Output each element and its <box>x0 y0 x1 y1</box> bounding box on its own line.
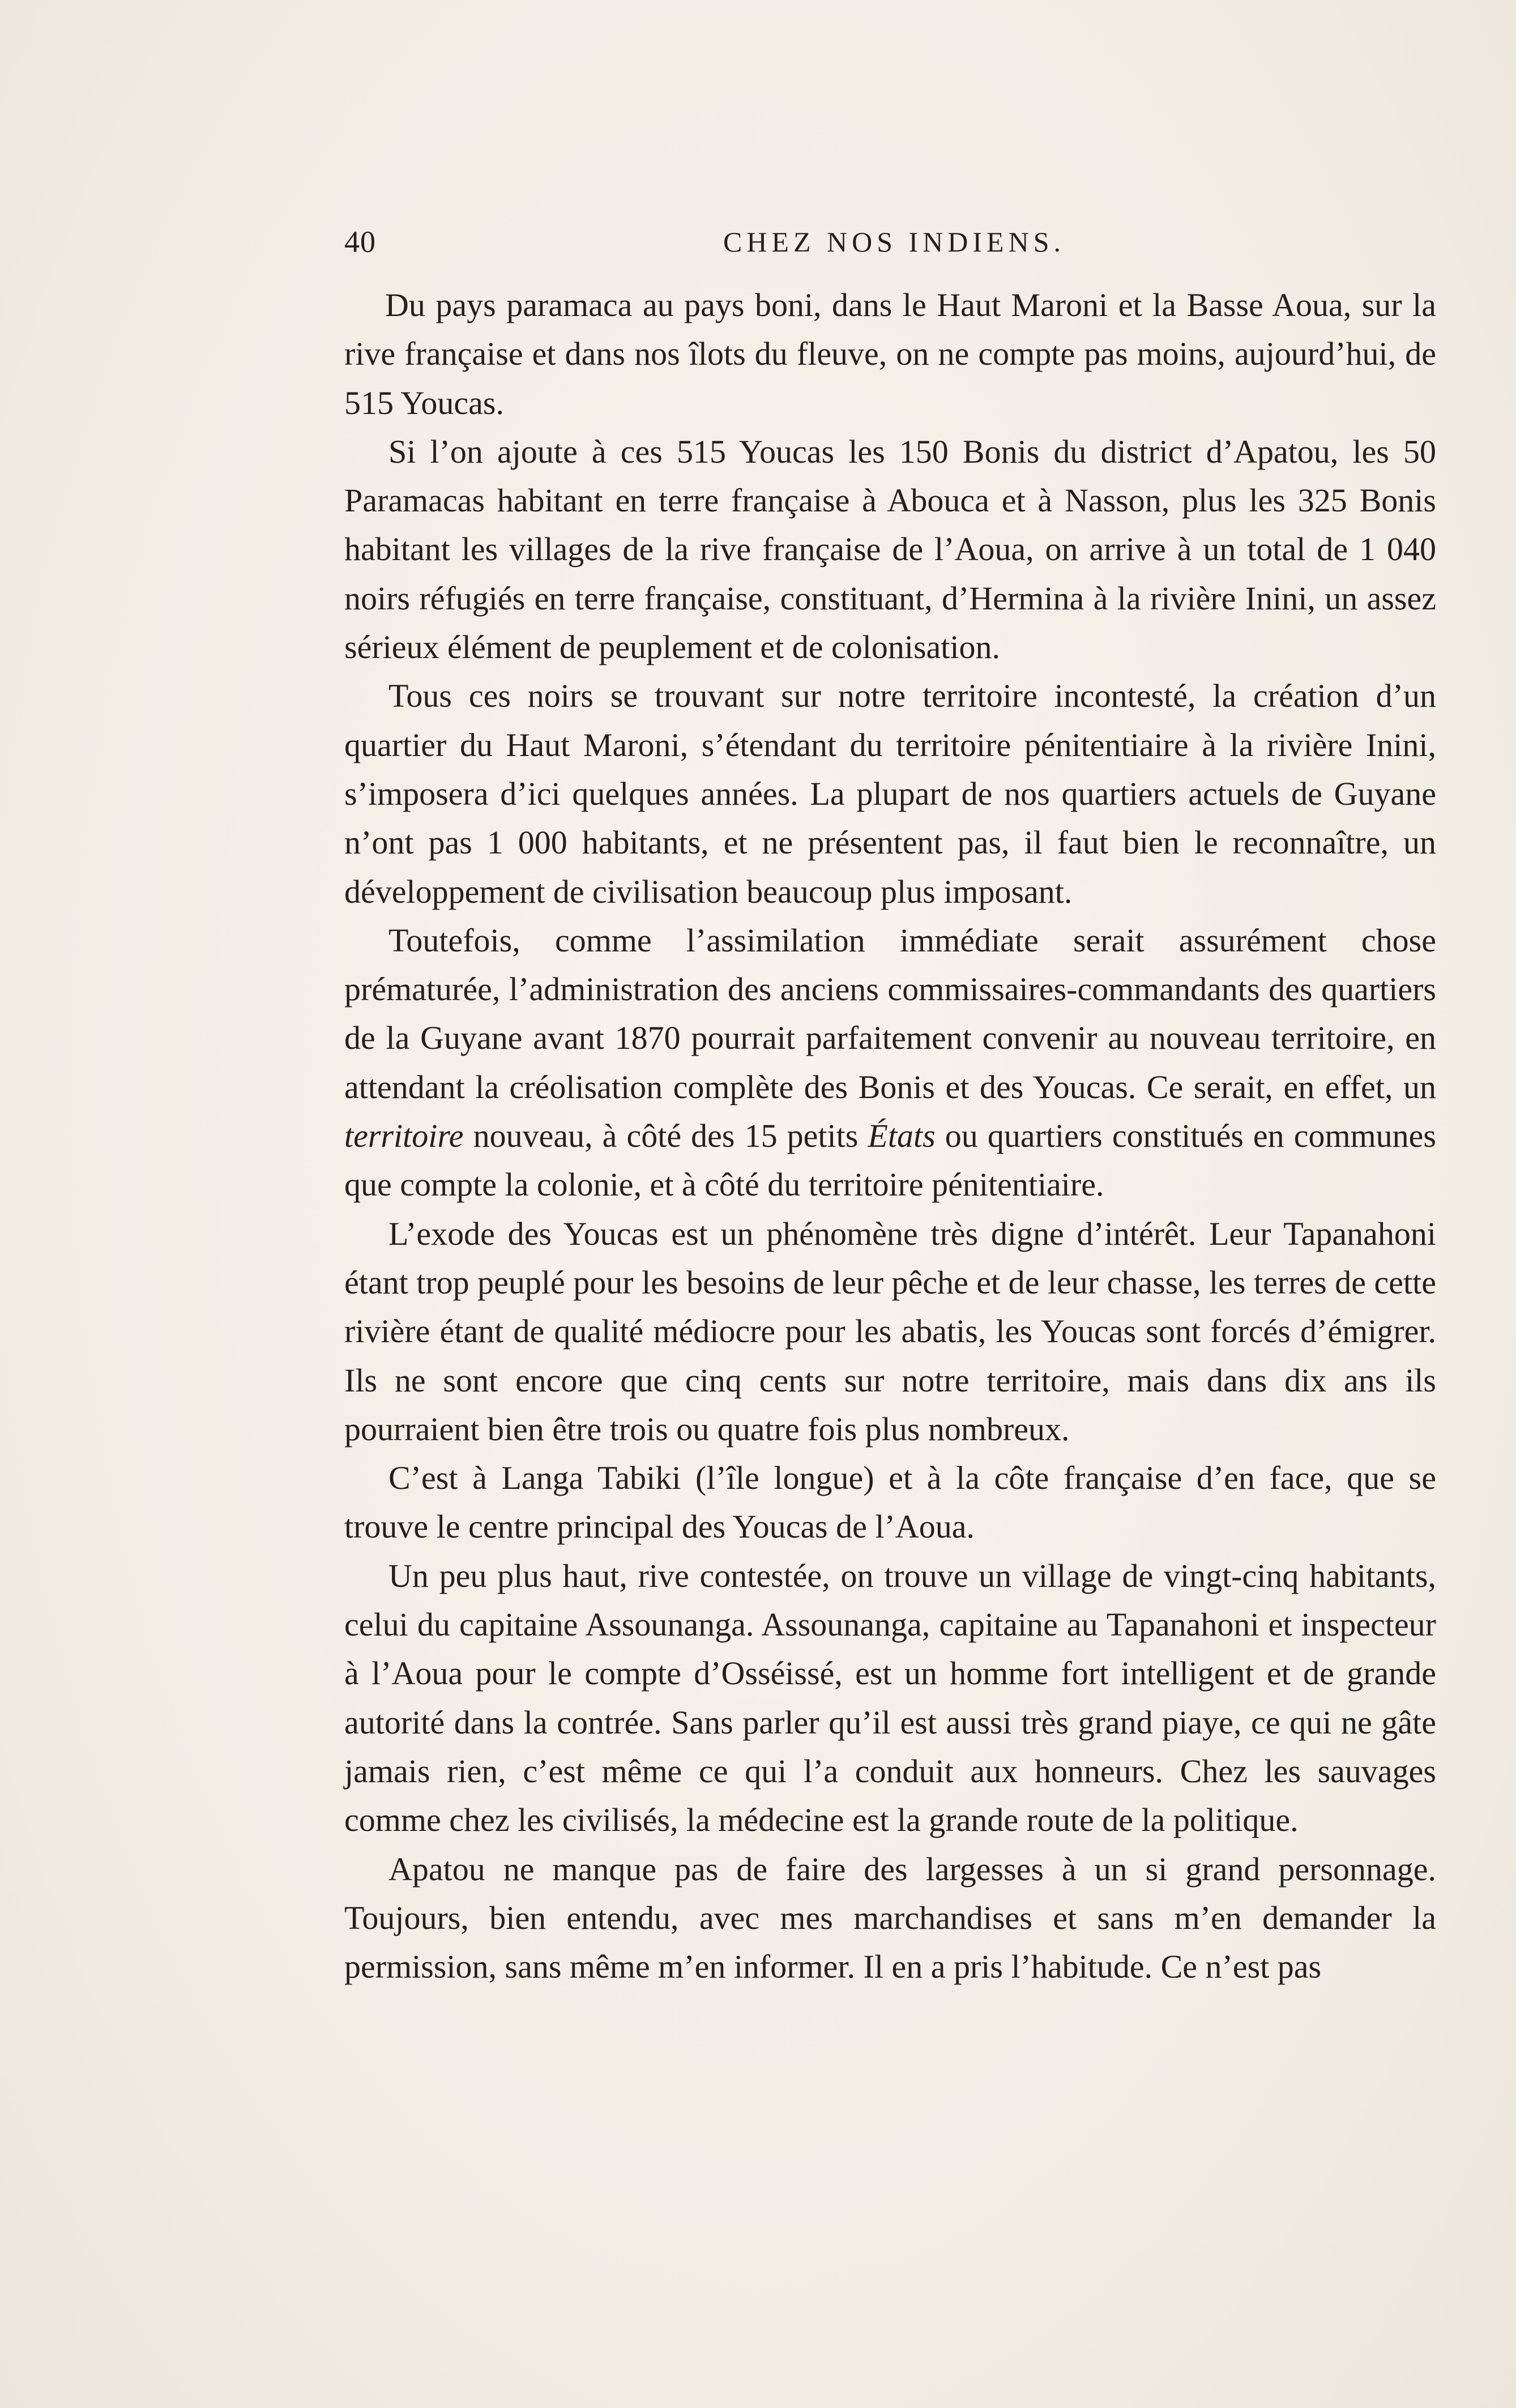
paragraph-6: C’est à Langa Tabiki (l’île longue) et à la côte française d’en face, que se trouve le centre principal des Youcas de l’Aoua. <box>344 1459 1436 1545</box>
paragraph-4 <box>344 916 1436 1210</box>
paragraph-4-italic-territoire: territoire <box>344 1117 464 1155</box>
paragraph-5: L’exode des Youcas est un phénomène très digne d’intérêt. Leur Tapanahoni étant trop peuplé pour les besoins de leur pêche et de leur chasse, les terres de cette rivière étant de qualité médiocre pour les abatis, les Youcas sont forcés d’émigrer. Ils ne sont encore que cinq cents sur notre territoire, mais dans dix ans ils pourraient bien être trois ou quatre fois plus nombreux. <box>344 1215 1436 1448</box>
paragraph-3: Tous ces noirs se trouvant sur notre territoire incontesté, la création d’un quartier du Haut Maroni, s’étendant du territoire pénitentiaire à la rivière Inini, s’imposera d’ici quelques années. La plupart de nos quartiers actuels de Guyane n’ont pas 1 000 habitants, et ne présentent pas, il faut bien le reconnaître, un développement de civilisation beaucoup plus imposant. <box>344 677 1436 910</box>
paragraph-4-text-b: nouveau, à côté des 15 petits <box>463 1117 868 1155</box>
paragraph-4-text-c: ou quartiers constitués en communes que compte la colonie, et à côté du territoire pénitentiaire. <box>344 1117 1436 1203</box>
paragraph-1: Du pays paramaca au pays boni, dans le Haut Maroni et la Basse Aoua, sur la rive française et dans nos îlots du fleuve, on ne compte pas moins, aujourd’hui, de 515 Youcas. <box>344 287 1436 421</box>
paragraph-2: Si l’on ajoute à ces 515 Youcas les 150 Bonis du district d’Apatou, les 50 Paramacas habitant en terre française à Abouca et à Nasson, plus les 325 Bonis habitant les villages de la rive française de l’Aoua, on arrive à un total de 1 040 noirs réfugiés en terre française, constituant, d’Hermina à la rivière Inini, un assez sérieux élément de peuplement et de colonisation. <box>344 433 1436 666</box>
page-number: 40 <box>344 225 376 259</box>
body-text <box>344 281 1436 1991</box>
page-header <box>344 222 1444 262</box>
paragraph-4-italic-etats: États <box>868 1117 936 1155</box>
paragraph-8: Apatou ne manque pas de faire des largesses à un si grand personnage. Toujours, bien entendu, avec mes marchandises et sans m’en demander la permission, sans même m’en informer. Il en a pris l’habitude. Ce n’est pas <box>344 1850 1436 1986</box>
paragraph-4-text-a: Toutefois, comme l’assimilation immédiate serait assurément chose prématurée, l’administration des anciens commissaires-commandants des quartiers de la Guyane avant 1870 pourrait parfaitement convenir au nouveau territoire, en attendant la créolisation complète des Bonis et des Youcas. Ce serait, en effet, un <box>344 921 1436 1105</box>
running-title: CHEZ NOS INDIENS. <box>723 226 1066 258</box>
paragraph-7: Un peu plus haut, rive contestée, on trouve un village de vingt-cinq habitants, celui du capitaine Assounanga. Assounanga, capitaine au Tapanahoni et inspecteur à l’Aoua pour le compte d’Osséissé, est un homme fort intelligent et de grande autorité dans la contrée. Sans parler qu’il est aussi très grand piaye, ce qui ne gâte jamais rien, c’est même ce qui l’a conduit aux honneurs. Chez les sauvages comme chez les civilisés, la médecine est la grande route de la politique. <box>344 1557 1436 1839</box>
